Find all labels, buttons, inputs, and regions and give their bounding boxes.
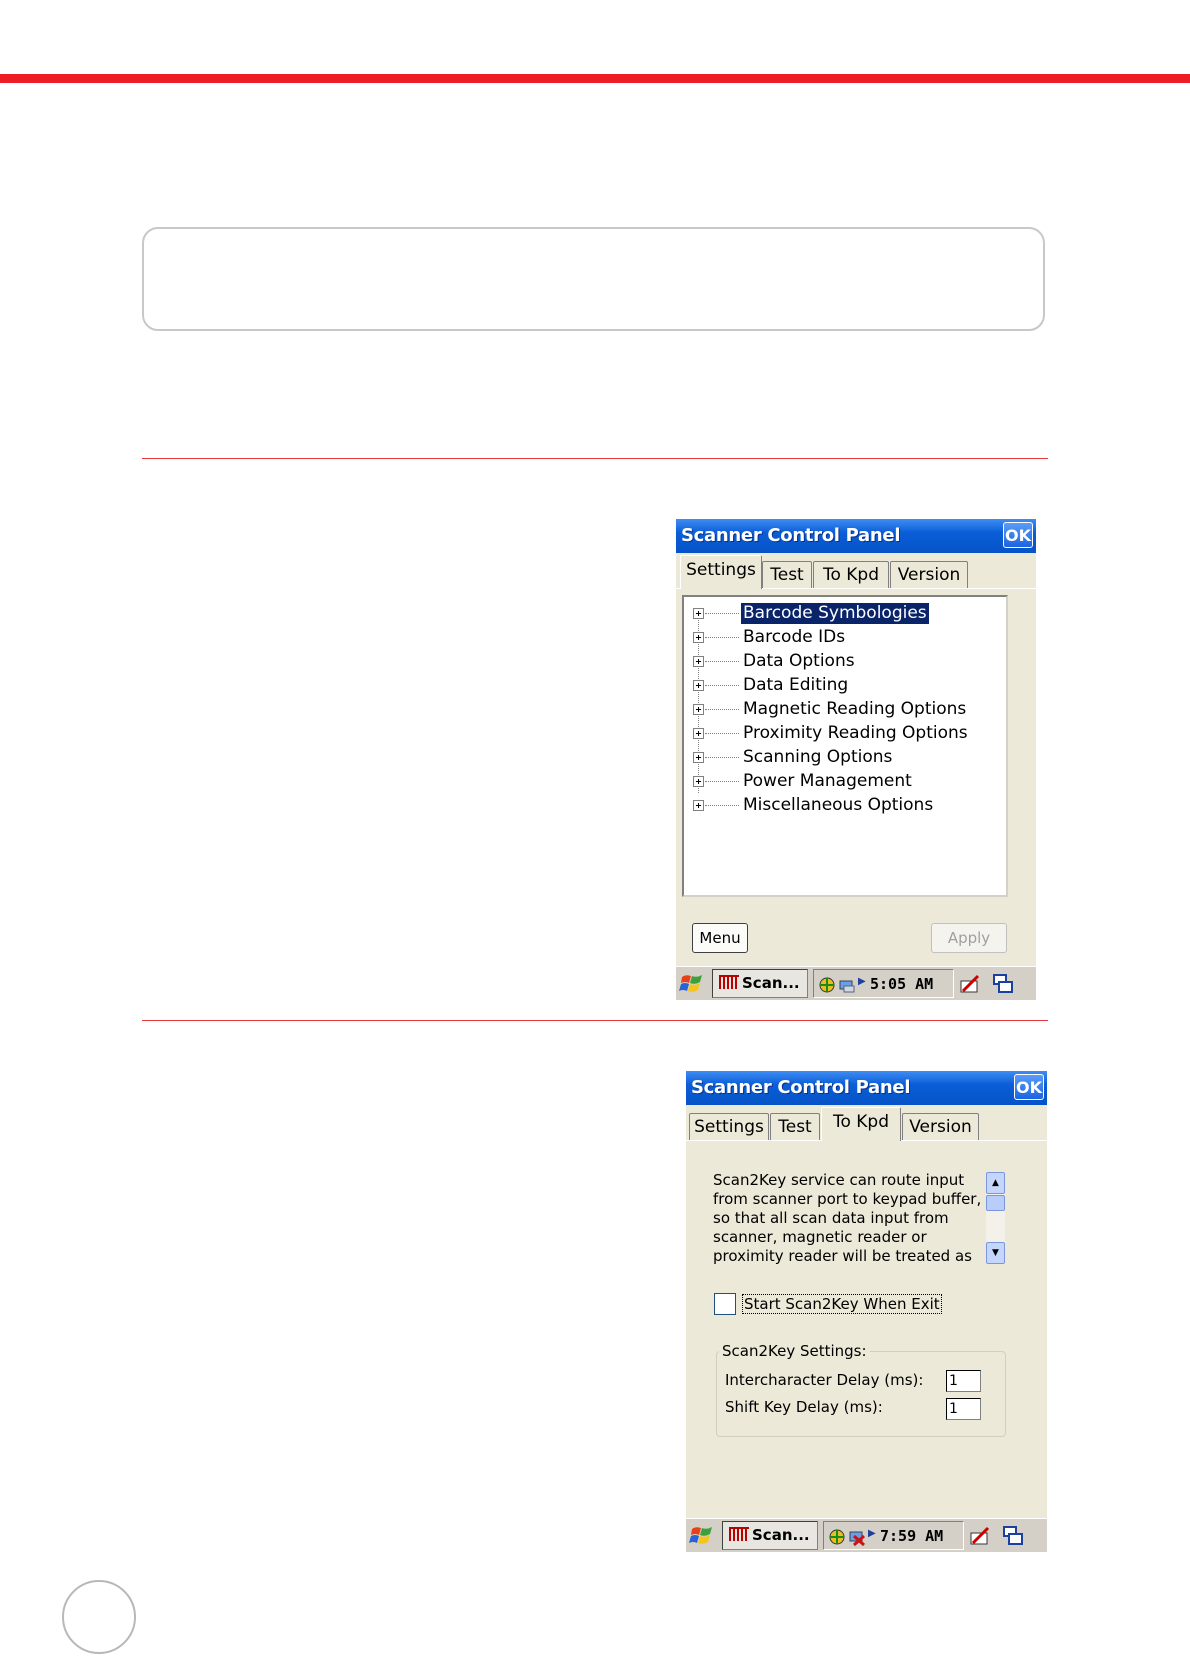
clock[interactable]: 5:05 AM [870,975,934,993]
note-box [142,227,1045,331]
title-bar [686,1071,1047,1105]
tree-connector [705,805,739,806]
tab-to-kpd[interactable]: To Kpd [813,561,889,588]
expand-icon[interactable] [693,680,704,691]
title-bar [676,519,1036,553]
description-line: proximity reader will be treated as [713,1247,972,1265]
system-tray [813,969,954,998]
tree-connector [705,733,739,734]
tab-bar [676,555,1036,589]
description-scrollbar[interactable] [986,1172,1005,1264]
start-scan2key-checkbox[interactable] [714,1293,736,1315]
scanner-control-panel-to-kpd [686,1071,1047,1552]
tree-item-label[interactable]: Power Management [743,771,912,791]
tree-item-label[interactable]: Proximity Reading Options [743,723,968,743]
apply-button[interactable]: Apply [931,923,1007,953]
input-panel-icon[interactable] [959,973,981,995]
scroll-up-icon[interactable]: ▲ [986,1172,1005,1194]
network-globe-icon[interactable] [828,1528,846,1546]
tree-item[interactable] [684,770,1004,793]
scroll-down-icon[interactable]: ▼ [986,1242,1005,1264]
tree-connector [705,637,739,638]
scanner-control-panel-settings [676,519,1036,1000]
expand-icon[interactable] [693,656,704,667]
tab-settings[interactable]: Settings [689,1113,769,1140]
tree-item-label[interactable]: Magnetic Reading Options [743,699,967,719]
tree-item[interactable] [684,794,1004,817]
description-line: scanner, magnetic reader or [713,1228,927,1246]
intercharacter-delay-label: Intercharacter Delay (ms): [725,1371,924,1389]
tree-item[interactable] [684,650,1004,673]
system-tray [823,1521,964,1550]
tab-version[interactable]: Version [902,1113,979,1140]
clock[interactable]: 7:59 AM [880,1527,944,1545]
windows-switch-icon[interactable] [1002,1525,1024,1547]
tray-arrow-icon[interactable]: ▶ [858,976,866,987]
expand-icon[interactable] [693,704,704,715]
expand-icon[interactable] [693,632,704,643]
tree-item[interactable] [684,746,1004,769]
section-divider [142,458,1048,459]
tree-item[interactable] [684,602,1004,625]
start-scan2key-label[interactable]: Start Scan2Key When Exit [744,1295,940,1313]
tree-item-label[interactable]: Barcode IDs [743,627,846,647]
description-line: so that all scan data input from [713,1209,949,1227]
taskbar-app-label: Scan... [742,974,800,992]
tree-item-label[interactable]: Barcode Symbologies [743,603,927,623]
description-line: from scanner port to keypad buffer, [713,1190,982,1208]
tree-connector [705,613,739,614]
tree-item-label[interactable]: Data Editing [743,675,849,695]
expand-icon[interactable] [693,728,704,739]
taskbar-app-label: Scan... [752,1526,810,1544]
network-globe-icon[interactable] [818,976,836,994]
input-panel-icon[interactable] [969,1525,991,1547]
ok-button[interactable]: OK [1003,522,1033,548]
tree-connector [705,685,739,686]
tab-settings[interactable]: Settings [680,555,762,589]
expand-icon[interactable] [693,776,704,787]
taskbar-app-button[interactable] [712,969,808,998]
description-line: Scan2Key service can route input [713,1171,965,1189]
barcode-icon [729,1527,749,1541]
tree-item-label[interactable]: Data Options [743,651,855,671]
tab-to-kpd[interactable]: To Kpd [821,1107,901,1141]
tray-arrow-icon[interactable]: ▶ [868,1528,876,1539]
window-title: Scanner Control Panel [681,525,901,546]
settings-tree[interactable] [682,595,1008,897]
tree-item[interactable] [684,626,1004,649]
taskbar [686,1518,1047,1552]
scan2key-settings-group [716,1351,1006,1437]
windows-start-icon[interactable] [679,971,705,997]
connection-icon[interactable] [838,976,856,994]
tab-bar [686,1107,1047,1141]
group-title: Scan2Key Settings: [719,1342,870,1360]
tree-connector [705,757,739,758]
section-divider [142,1020,1048,1021]
tree-item-label[interactable]: Scanning Options [743,747,893,767]
windows-start-icon[interactable] [689,1523,715,1549]
page-number-circle [62,1580,136,1654]
tree-item[interactable] [684,698,1004,721]
tree-connector [705,661,739,662]
shift-key-delay-label: Shift Key Delay (ms): [725,1398,883,1416]
intercharacter-delay-input[interactable]: 1 [946,1370,981,1392]
tab-test[interactable]: Test [770,1113,820,1140]
taskbar [676,966,1036,1000]
scroll-thumb[interactable] [986,1195,1005,1211]
window-title: Scanner Control Panel [691,1077,911,1098]
taskbar-app-button[interactable] [722,1521,818,1550]
tree-item-label[interactable]: Miscellaneous Options [743,795,934,815]
tab-test[interactable]: Test [762,561,812,588]
tree-item[interactable] [684,722,1004,745]
barcode-icon [719,975,739,989]
expand-icon[interactable] [693,752,704,763]
menu-button[interactable]: Menu [692,923,748,953]
tree-connector [705,781,739,782]
shift-key-delay-input[interactable]: 1 [946,1398,981,1420]
expand-icon[interactable] [693,608,704,619]
expand-icon[interactable] [693,800,704,811]
disconnected-icon[interactable] [848,1528,866,1546]
tab-version[interactable]: Version [890,561,968,588]
windows-switch-icon[interactable] [992,973,1014,995]
tree-connector [705,709,739,710]
tree-item[interactable] [684,674,1004,697]
header-red-bar [0,74,1190,83]
ok-button[interactable]: OK [1014,1074,1044,1100]
